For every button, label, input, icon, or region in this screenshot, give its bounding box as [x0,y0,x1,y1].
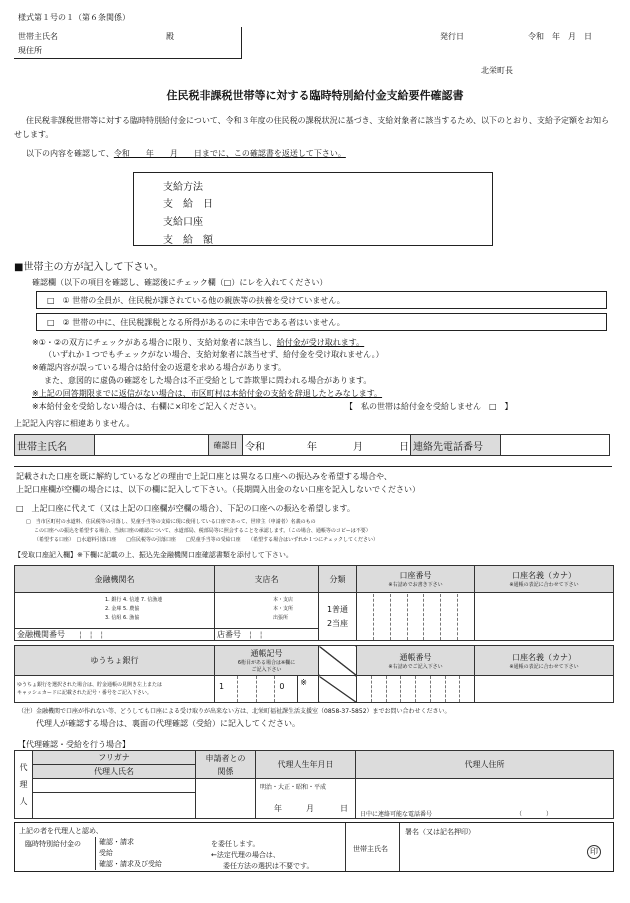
bank-types-row-1: 1. 銀行 4. 信連 7. 信漁連 [105,597,163,603]
branch-code-label: 店番号 [217,630,241,639]
proxy-address-input[interactable] [356,779,614,819]
yucho-number-header [357,646,475,676]
birthdate-header: 代理人生年月日 [256,751,356,779]
holder-title: 口座名義（カナ） [512,571,576,580]
proxy-heading: 【代理確認・受給を行う場合】 [18,740,130,749]
head-name-label-cell: 世帯主氏名 [15,435,95,456]
delegation-line-3: を委任します。 [211,840,260,848]
phone-input[interactable] [501,435,610,456]
option-receive[interactable]: 受給 [99,849,113,857]
birth-day-label: 日 [340,804,348,813]
yucho-digit-first: 1 [215,676,238,702]
branch-name-input[interactable] [215,593,319,629]
branch-types-row-2: 本・支所 [273,606,294,612]
yucho-table [14,645,614,703]
confirm-date-label: 確認日 [209,435,243,456]
small-note-3[interactable]: （希望する口座） □水道料引落口座 □住民税等の引落口座 □児童手当等の受給口座 （希望する場合はいずれか１つにチェックしてください） [34,537,379,543]
holder-note: ※通帳の表記に合わせて下さい [509,582,579,588]
yucho-diagonal-2 [319,676,357,703]
yucho-desc-2: キャッシュカードに記載された記号・番号をご記入下さい。 [17,690,152,696]
head-name-label: 世帯主氏名 [18,32,58,41]
proxy-name-header: 代理人氏名 [33,765,196,779]
branch-name-header: 支店名 [215,566,319,593]
payment-amount-label: 支 給 額 [163,235,213,246]
yucho-holder-header [475,646,614,676]
payment-method-label: 支給方法 [163,182,203,193]
decline-checkbox[interactable]: 【 私の世帯は給付金を受給しません □ 】 [345,402,513,411]
day-label: 日 [399,442,409,453]
intro-prefix: 以下の内容を確認して、 [26,149,114,158]
proxy-table [14,750,614,819]
account-note-1: 記載された口座を既に解約しているなどの理由で上記口座とは異なる口座への振込みを希望する場合や、 [16,472,392,481]
yucho-holder-input[interactable] [475,676,614,703]
era-options: 明治・大正・昭和・平成 [260,784,327,791]
yucho-asterisk: ※ [300,678,307,687]
yucho-name: ゆうちょ銀行 [15,646,215,676]
type-current[interactable]: 2当座 [326,618,349,628]
branch-type-options [273,596,293,623]
proxy-name-input[interactable] [33,793,196,819]
address-box [14,27,242,59]
payment-date-label: 支 給 日 [163,199,213,210]
bank-code-cell[interactable]: 金融機関番号 ¦ ¦ ¦ [15,629,215,641]
reiwa-label: 令和 [245,442,265,453]
honorific: 殿 [166,32,174,41]
option-confirm-request[interactable]: 確認・請求 [99,838,134,846]
account-number-header [357,566,475,593]
note-4: また、意図的に虚偽の確認をした場合は不正受給として詐欺罪に問われる場合があります。 [44,376,372,385]
yucho-description [15,676,215,703]
note-1 [32,337,364,348]
note-1a: ※①・②の双方にチェックがある場合に限り、支給対象者に該当し、 [32,338,277,347]
yucho-desc-1: ゆうちょ銀行を選択された場合は、貯金通帳の見開き左上または [17,682,163,688]
check-instruction: 確認欄（以下の項目を確認し、確認後にチェック欄（□）にレを入れてください） [32,278,328,287]
branch-code-cell[interactable]: 店番号 ¦ ¦ [215,629,319,641]
relation-line-2: 関係 [217,766,234,776]
yucho-number-input[interactable] [357,676,475,703]
delegation-divider [345,823,346,871]
intro-paragraph: 住民税非課税世帯等に対する臨時特別給付金について、令和３年度の住民税の課税状況に基づき、支給対象者に該当するため、以下のとおり、支給予定額をお知らせします。 [14,116,610,139]
yucho-holder-note: ※通帳の表記に合わせて下さい [509,663,579,670]
return-deadline: 令和 年 月 日までに、この確認書を返送して下さい。 [113,149,346,158]
yucho-symbol-input[interactable] [215,676,319,703]
yucho-symbol-header [215,646,319,676]
note-1b: 給付金が受け取れます。 [276,338,365,347]
delegation-line-1: 上記の者を代理人と認め、 [19,827,103,835]
daytime-phone-paren: （ ） [516,811,553,818]
form-number: 様式第１号の１（第６条関係） [18,13,130,22]
signature-row [14,434,610,456]
bank-types-row-2: 2. 金庫 5. 農協 [105,606,140,612]
relation-header [196,751,256,779]
note-2: （いずれか１つでもチェックがない場合、支給対象者に該当せず、給付金を受け取れません。） [44,350,384,359]
bank-name-input[interactable] [15,593,215,629]
intro-instruction [26,148,346,159]
furigana-input[interactable] [33,779,196,793]
issuer: 北栄町長 [481,66,513,75]
delegation-line-5: 委任方法の選択は不要です。 [223,862,314,870]
signature-label: 署名（又は記名押印） [405,828,475,836]
branch-types-row-3: 出張所 [273,615,289,621]
small-note-2: この口座への振込を希望する場合、当該口座の確認について、水道部局、税部局等に照会することを承認します。（この場合、通帳等のコピーは不要） [34,528,371,534]
note-5: ※上記の回答期限までに返信がない場合は、市区町村は本給付金の支給を辞退したとみなします。 [32,389,383,398]
month-label: 月 [353,442,363,453]
delegation-box [14,822,614,872]
issue-date-label: 発行日 [440,32,464,41]
account-number-input[interactable] [357,593,475,641]
account-number-note: ※右詰めでお書き下さい [388,582,443,588]
bank-type-options [105,596,162,623]
bank-code-label: 金融機関番号 [17,630,65,639]
confirm-statement: 上記記入内容に相違ありません。 [14,419,135,428]
option-both[interactable]: 確認・請求及び受給 [99,860,162,868]
yucho-digit-last: 0 [275,676,298,702]
small-note-1[interactable]: □ 当市区町村の水道料、住民税等の引落し、児童手当等の支給に現に使用している口座であって、世帯主（申請者）名義のもの [26,519,316,525]
relation-line-1: 申請者との [205,753,246,763]
payment-account-label: 支給口座 [163,217,203,228]
bank-types-row-3: 3. 信組 6. 漁協 [105,615,140,621]
delegation-line-2: 臨時特別給付金の [25,840,81,848]
yucho-number-note: ※右詰めでご記入下さい [388,663,443,670]
alternate-account-option[interactable]: □ 上記口座に代えて（又は上記の口座欄が空欄の場合）、下記の口座への振込を希望します。 [16,504,355,513]
year-label: 年 [307,442,317,453]
daytime-phone-label: 日中に連絡可能な電話番号 [360,811,433,818]
divider [14,466,612,467]
note-6: ※本給付金を受給しない場合は、右欄に×印をご記入ください。 [32,402,262,411]
section-heading: ■世帯主の方が記入して下さい。 [14,262,164,273]
address-label: 現住所 [18,46,42,55]
delegation-options[interactable] [95,837,162,870]
footer-note-2: 代理人が確認する場合は、裏面の代理確認（受給）に記入してください。 [36,719,300,728]
delegation-head-name-label: 世帯主氏名 [353,845,388,853]
account-number-title: 口座番号 [399,571,432,580]
delegation-line-4: ←法定代理の場合は、 [211,851,280,859]
birthdate-input[interactable] [256,779,356,819]
birth-year-label: 年 [274,804,282,813]
footer-note-1: （注）金融機関で口座が作れない等、どうしても口座による受け取りが出来ない方は、北栄町福祉課生活支援室（0858-37-5852）までお問い合わせください。 [18,708,451,715]
account-entry-heading: 【受取口座記入欄】※下欄に記載の上、振込先金融機関口座確認書類を添付して下さい。 [14,551,293,559]
proxy-side-label [15,751,33,819]
bank-name-header: 金融機関名 [15,566,215,593]
yucho-symbol-note-1: 6桁目がある場合は※欄に [237,660,296,666]
yucho-symbol-note-2: ご記入下さい [251,667,282,673]
yucho-diagonal [319,646,357,676]
proxy-address-header: 代理人住所 [356,751,614,779]
proxy-side-3: 人 [19,797,28,806]
yucho-symbol-title: 通帳記号 [250,649,283,658]
proxy-side-2: 理 [19,780,28,789]
furigana-header: フリガナ [33,751,196,765]
birth-month-label: 月 [306,804,314,813]
head-name-input[interactable] [95,435,209,456]
document-title: 住民税非課税世帯等に対する臨時特別給付金支給要件確認書 [166,89,464,102]
branch-types-row-1: 本・支店 [273,597,294,603]
issue-date-value: 令和 年 月 日 [528,32,592,41]
relation-input[interactable] [196,779,256,819]
note-3: ※確認内容が誤っている場合は給付金の返還を求める場合があります。 [32,363,287,372]
payment-info-box [133,172,493,246]
account-type-options[interactable] [319,593,357,641]
holder-input[interactable] [475,593,614,641]
type-header: 分類 [319,566,357,593]
proxy-side-1: 代 [19,763,28,772]
holder-header [475,566,614,593]
type-ordinary[interactable]: 1普通 [326,604,349,614]
confirm-date-input[interactable] [243,435,411,456]
check-item-2[interactable]: □ ② 世帯の中に、住民税課税となる所得があるのに未申告である者はいません。 [36,313,607,331]
yucho-holder-title: 口座名義（カナ） [512,652,576,662]
seal-mark: 印 [587,845,601,859]
phone-label: 連絡先電話番号 [411,435,501,456]
check-item-1[interactable]: □ ① 世帯の全員が、住民税が課されている他の親族等の扶養を受けていません。 [36,291,607,309]
bank-table [14,565,614,641]
yucho-number-title: 通帳番号 [399,652,432,662]
delegation-divider-2 [399,823,400,871]
account-note-2: 上記口座欄が空欄の場合には、以下の欄に記入して下さい。（長期間入出金のない口座を記入しないでください） [16,485,420,494]
